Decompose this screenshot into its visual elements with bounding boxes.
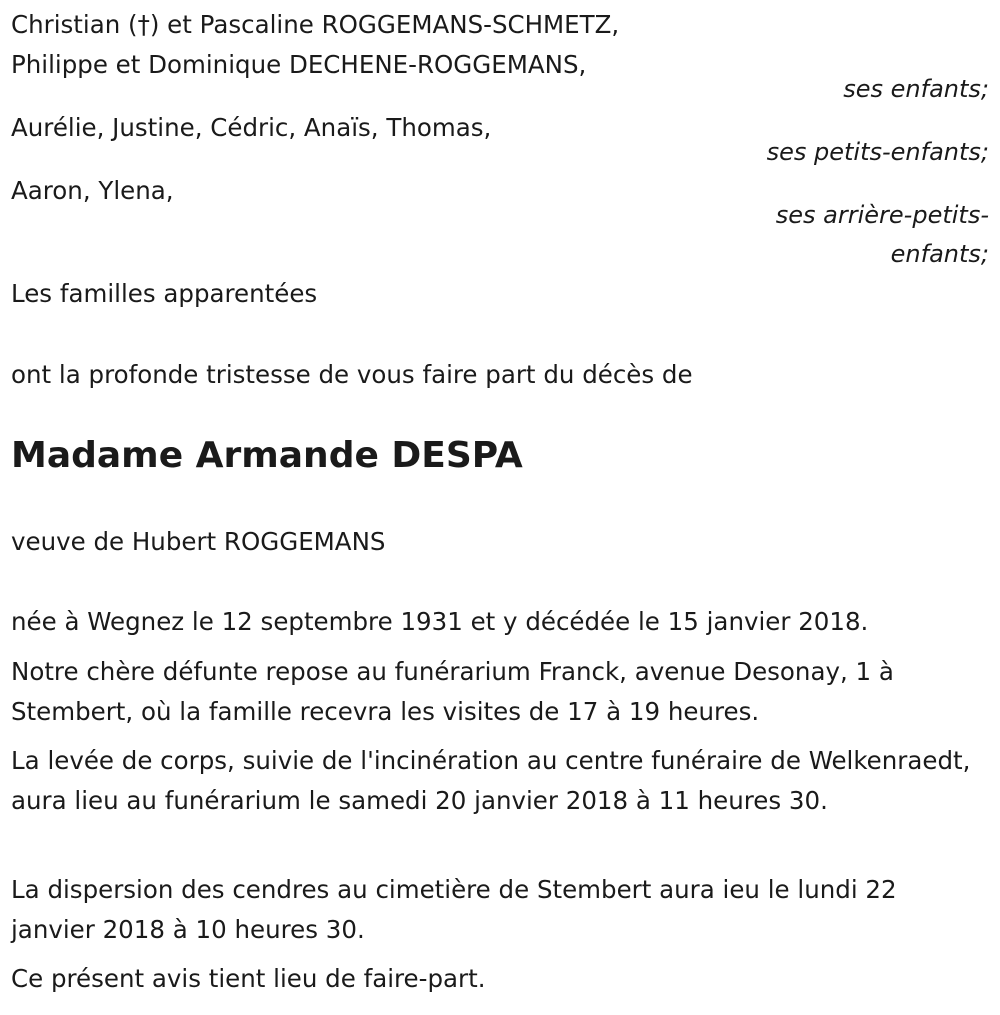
deceased-name: Madame Armande DESPA: [11, 435, 523, 476]
grandchildren-names: Aurélie, Justine, Cédric, Anaïs, Thomas,: [11, 113, 492, 142]
funeral-home-details: Notre chère défunte repose au funérarium Franck, avenue Desonay, 1 à Stembert, où la famille recevra les visites de 17 à 19 heures.: [11, 657, 894, 726]
children-role: ses enfants;: [843, 75, 989, 103]
closing-note: Ce présent avis tient lieu de faire-part.: [11, 964, 486, 993]
dispersion-details: La dispersion des cendres au cimetière de Stembert aura ieu le lundi 22 janvier 2018 à 10 heures 30.: [11, 875, 897, 944]
birth-death-details: née à Wegnez le 12 septembre 1931 et y décédée le 15 janvier 2018.: [11, 607, 869, 636]
children-line-1: Christian (†) et Pascaline ROGGEMANS-SCHMETZ,: [11, 10, 620, 39]
grandchildren-role: ses petits-enfants;: [766, 138, 989, 166]
widow-of: veuve de Hubert ROGGEMANS: [11, 527, 386, 556]
announcement-intro: ont la profonde tristesse de vous faire part du décès de: [11, 360, 693, 389]
great-grandchildren-role-line-1: ses arrière-petits-: [775, 201, 989, 229]
great-grandchildren-names: Aaron, Ylena,: [11, 176, 174, 205]
great-grandchildren-role-line-2: enfants;: [890, 240, 989, 268]
ceremony-details: La levée de corps, suivie de l'incinération au centre funéraire de Welkenraedt, aura lieu au funérarium le samedi 20 janvier 2018 à 11 heures 30.: [11, 746, 971, 815]
related-families: Les familles apparentées: [11, 279, 318, 308]
children-line-2: Philippe et Dominique DECHENE-ROGGEMANS,: [11, 50, 587, 79]
